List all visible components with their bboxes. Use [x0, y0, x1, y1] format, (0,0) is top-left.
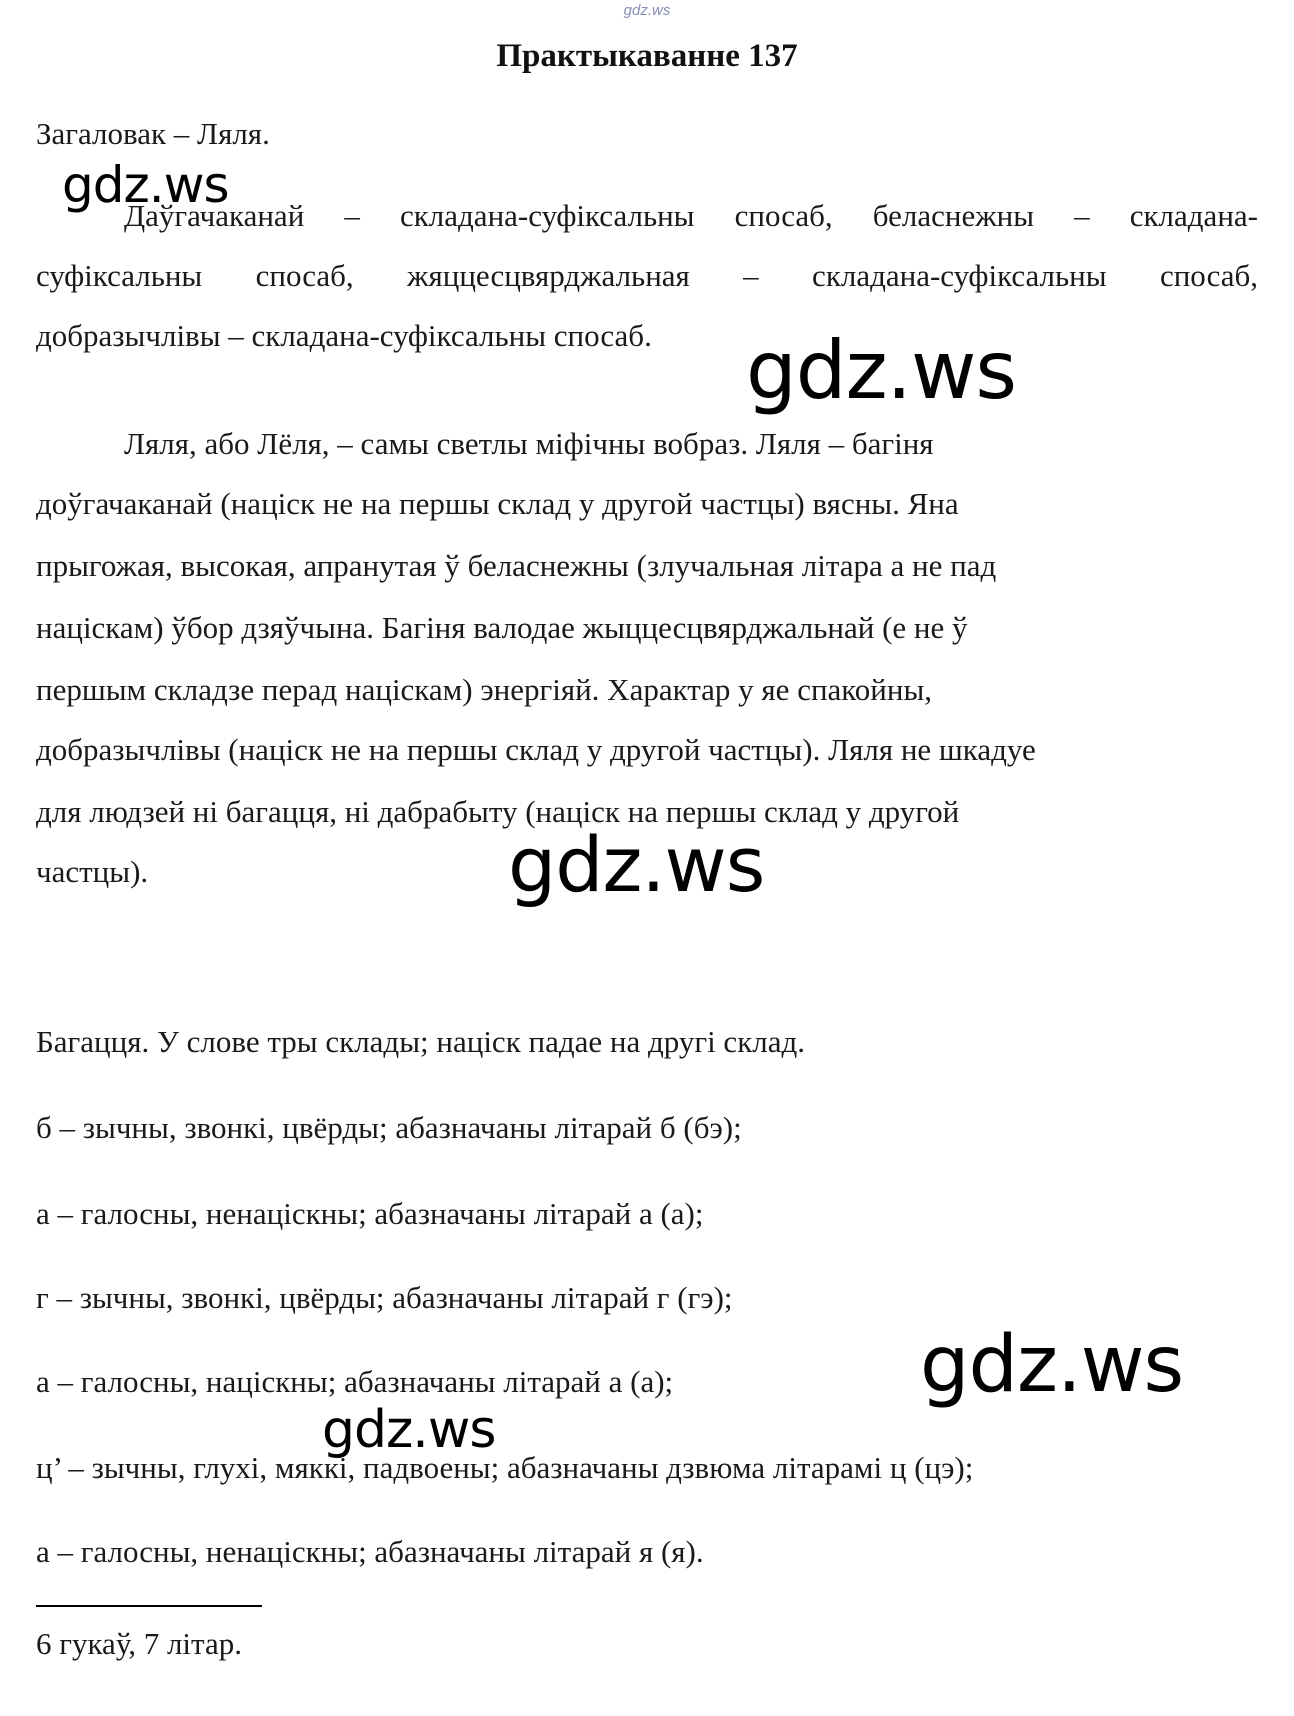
analysis-line-3: г – зычны, звонкі, цвёрды; абазначаны літарай г (гэ);: [36, 1280, 733, 1315]
paragraph2-line-1: Ляля, або Лёля, – самы светлы міфічны вобраз. Ляля – багіня: [124, 426, 934, 461]
paragraph2-line-6: добразычлівы (націск не на першы склад у другой частцы). Ляля не шкадуе: [36, 732, 1036, 767]
heading-line: Загаловак – Ляля.: [36, 116, 270, 151]
paragraph2-line-5: першым складзе перад націскам) энергіяй. Характар у яе спакойны,: [36, 672, 933, 707]
page-title: Практыкаванне 137: [496, 38, 798, 74]
watermark-4: gdz.ws: [920, 1320, 1184, 1410]
paragraph1-line-2: суфіксальны спосаб, жяццесцвярджальная – складана-суфіксальны спосаб,: [36, 258, 1258, 293]
paragraph2-line-7: для людзей ні багацця, ні дабрабыту (націск на першы склад у другой: [36, 794, 960, 829]
analysis-line-5: ц’ – зычны, глухі, мяккі, падвоены; абазначаны дзвюма літарамі ц (цэ);: [36, 1450, 974, 1485]
paragraph2-line-4: націскам) ўбор дзяўчына. Багіня валодае жыццесцвярджальнай (е не ў: [36, 610, 968, 645]
footnote-divider: [36, 1605, 262, 1607]
analysis-summary: 6 гукаў, 7 літар.: [36, 1626, 242, 1661]
analysis-line-1: б – зычны, звонкі, цвёрды; абазначаны літарай б (бэ);: [36, 1110, 742, 1145]
watermark-5: gdz.ws: [322, 1400, 496, 1460]
watermark-1: gdz.ws: [62, 156, 229, 214]
paragraph2-line-2: доўгачаканай (націск не на першы склад у другой частцы) вясны. Яна: [36, 486, 959, 521]
analysis-line-6: а – галосны, ненаціскны; абазначаны літарай я (я).: [36, 1534, 704, 1569]
watermark-2: gdz.ws: [746, 324, 1017, 417]
analysis-line-4: а – галосны, націскны; абазначаны літарай а (а);: [36, 1364, 674, 1399]
analysis-intro: Багацця. У слове тры склады; націск падае на другі склад.: [36, 1024, 806, 1059]
watermark-3: gdz.ws: [508, 820, 765, 909]
analysis-line-2: а – галосны, ненаціскны; абазначаны літарай а (а);: [36, 1196, 704, 1231]
site-mark: gdz.ws: [623, 2, 671, 19]
paragraph2-line-3: прыгожая, высокая, апранутая ў беласнежны (злучальная літара а не пад: [36, 548, 997, 583]
paragraph2-line-8: частцы).: [36, 854, 149, 889]
paragraph1-line-1: Даўгачаканай – складана-суфіксальны спосаб, беласнежны – складана-: [124, 198, 1258, 233]
paragraph1-line-3: добразычлівы – складана-суфіксальны спосаб.: [36, 318, 652, 353]
